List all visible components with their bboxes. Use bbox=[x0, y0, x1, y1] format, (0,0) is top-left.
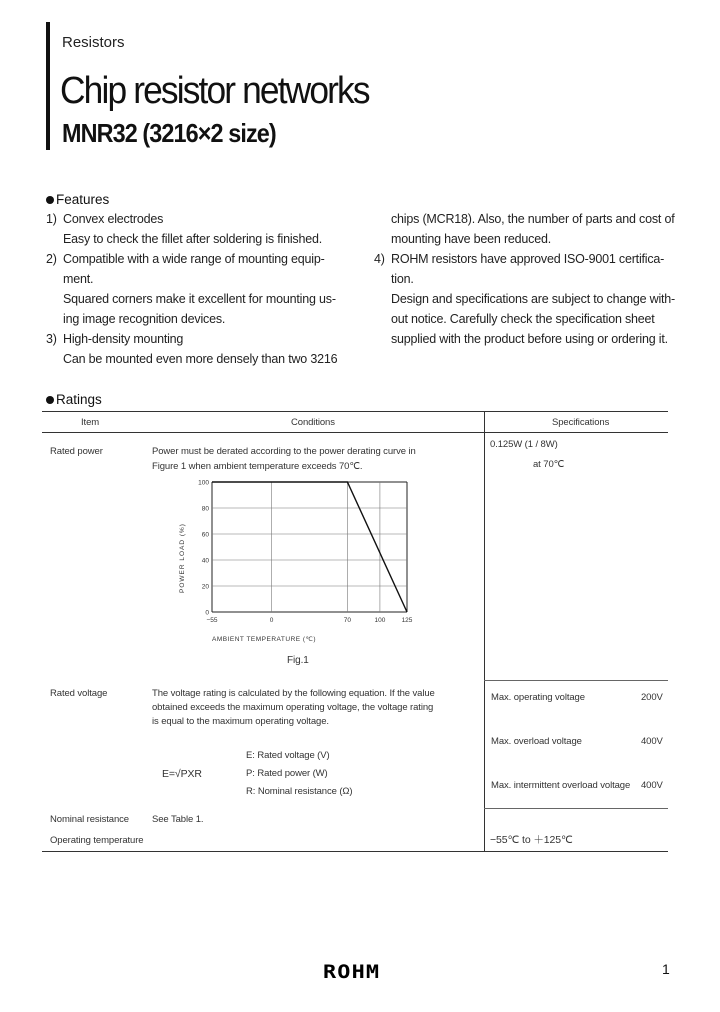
rated-voltage-condition-line: obtained exceeds the maximum operating voltage, the voltage rating bbox=[152, 702, 434, 713]
nominal-resistance-condition: See Table 1. bbox=[152, 814, 204, 825]
max-intermittent-overload-voltage-label: Max. intermittent overload voltage bbox=[491, 780, 631, 791]
chart-y-tick-label: 20 bbox=[201, 583, 209, 591]
feature-line bbox=[46, 209, 356, 229]
column-header-item: Item bbox=[81, 417, 100, 428]
chart-x-tick-label: 125 bbox=[401, 617, 413, 624]
rohm-logo: ROHM bbox=[323, 961, 381, 983]
rated-power-spec: 0.125W (1 / 8W) bbox=[490, 439, 558, 450]
power-derating-chart bbox=[170, 475, 420, 650]
feature-line bbox=[46, 289, 356, 309]
max-overload-voltage-label: Max. overload voltage bbox=[491, 736, 582, 747]
feature-number: 2) bbox=[46, 252, 57, 266]
table-top-rule bbox=[42, 411, 668, 412]
feature-text: Convex electrodes bbox=[63, 212, 164, 226]
chart-y-tick-label: 80 bbox=[201, 505, 209, 513]
features-heading bbox=[46, 192, 109, 207]
ratings-heading bbox=[46, 392, 102, 407]
max-overload-voltage-value: 400V bbox=[641, 736, 663, 747]
chart-tick-labels bbox=[198, 480, 413, 625]
feature-number: 1) bbox=[46, 212, 57, 226]
feature-text: ROHM resistors have approved ISO-9001 certifica- bbox=[391, 252, 665, 266]
feature-text: supplied with the product before using or ordering it. bbox=[391, 332, 668, 346]
header-accent-bar bbox=[46, 22, 50, 150]
feature-line bbox=[374, 249, 684, 269]
table-bottom-rule bbox=[42, 851, 668, 852]
max-operating-voltage-label: Max. operating voltage bbox=[491, 692, 585, 703]
column-header-conditions: Conditions bbox=[291, 417, 335, 428]
feature-line bbox=[46, 309, 356, 329]
feature-line bbox=[374, 209, 684, 229]
features-right-column bbox=[374, 209, 684, 349]
feature-line bbox=[374, 309, 684, 329]
spec-row-rule bbox=[484, 808, 668, 809]
feature-text: Squared corners make it excellent for mounting us- bbox=[63, 292, 336, 306]
feature-line bbox=[46, 329, 356, 349]
max-intermittent-overload-voltage-value: 400V bbox=[641, 780, 663, 791]
chart-x-tick-label: 100 bbox=[374, 617, 386, 624]
chart-y-tick-label: 0 bbox=[205, 609, 209, 617]
features-left-column bbox=[46, 209, 356, 369]
feature-text: High-density mounting bbox=[63, 332, 184, 346]
spec-row-rule bbox=[484, 680, 668, 681]
feature-line bbox=[374, 329, 684, 349]
feature-line bbox=[46, 349, 356, 369]
rated-voltage-condition-line: is equal to the maximum operating voltage. bbox=[152, 716, 329, 727]
feature-text: Can be mounted even more densely than two 3216 bbox=[63, 352, 338, 366]
feature-text: chips (MCR18). Also, the number of parts and cost of bbox=[391, 212, 675, 226]
feature-line bbox=[46, 229, 356, 249]
feature-line bbox=[46, 269, 356, 289]
page-number: 1 bbox=[662, 961, 670, 977]
feature-text: mounting have been reduced. bbox=[391, 232, 551, 246]
feature-number: 3) bbox=[46, 332, 57, 346]
feature-number: 4) bbox=[374, 252, 385, 266]
feature-text: Design and specifications are subject to change with- bbox=[391, 292, 676, 306]
feature-text: Easy to check the fillet after soldering is finished. bbox=[63, 232, 322, 246]
chart-x-axis-label: AMBIENT TEMPERATURE (℃) bbox=[212, 636, 317, 643]
feature-text: tion. bbox=[391, 272, 414, 286]
chart-x-tick-label: 0 bbox=[269, 617, 274, 624]
chart-y-tick-label: 60 bbox=[201, 531, 209, 539]
category-label: Resistors bbox=[62, 34, 125, 51]
feature-line bbox=[46, 249, 356, 269]
chart-x-tick-label: −55 bbox=[206, 617, 218, 624]
page-title: Chip resistor networks bbox=[60, 70, 369, 112]
chart-x-tick-label: 70 bbox=[343, 617, 352, 624]
voltage-equation: E=√PXR bbox=[162, 768, 202, 780]
rated-voltage-condition-line: The voltage rating is calculated by the following equation. If the value bbox=[152, 688, 435, 699]
features-heading-text: Features bbox=[56, 192, 110, 207]
derating-curve bbox=[212, 482, 407, 612]
feature-text: ing image recognition devices. bbox=[63, 312, 226, 326]
bullet-icon bbox=[46, 196, 54, 204]
feature-text: Compatible with a wide range of mounting equip- bbox=[63, 252, 325, 266]
chart-y-tick-label: 40 bbox=[201, 557, 209, 565]
feature-line bbox=[374, 269, 684, 289]
rated-power-label: Rated power bbox=[50, 446, 103, 457]
bullet-icon bbox=[46, 396, 54, 404]
feature-line bbox=[374, 289, 684, 309]
equation-legend-r: R: Nominal resistance (Ω) bbox=[246, 786, 353, 797]
model-title: MNR32 (3216×2 size) bbox=[62, 118, 276, 148]
rated-power-condition-line: Figure 1 when ambient temperature exceeds 70℃. bbox=[152, 461, 363, 472]
rated-power-condition-line: Power must be derated according to the power derating curve in bbox=[152, 446, 416, 457]
feature-text: out notice. Carefully check the specification sheet bbox=[391, 312, 655, 326]
operating-temperature-label: Operating temperature bbox=[50, 835, 144, 846]
table-column-divider bbox=[484, 411, 485, 852]
feature-text: ment. bbox=[63, 272, 94, 286]
column-header-specifications: Specifications bbox=[552, 417, 610, 428]
nominal-resistance-label: Nominal resistance bbox=[50, 814, 129, 825]
figure-caption: Fig.1 bbox=[287, 655, 309, 666]
rated-power-spec-temp: at 70℃ bbox=[533, 459, 565, 470]
rated-voltage-label: Rated voltage bbox=[50, 688, 108, 699]
ratings-heading-text: Ratings bbox=[56, 392, 102, 407]
feature-line bbox=[374, 229, 684, 249]
equation-legend-p: P: Rated power (W) bbox=[246, 768, 328, 779]
equation-legend-e: E: Rated voltage (V) bbox=[246, 750, 330, 761]
chart-y-tick-label: 100 bbox=[198, 479, 209, 487]
chart-y-axis-label: POWER LOAD (%) bbox=[179, 523, 186, 593]
max-operating-voltage-value: 200V bbox=[641, 692, 663, 703]
operating-temperature-spec: −55℃ to ＋125℃ bbox=[490, 834, 573, 846]
table-header-rule bbox=[42, 432, 668, 433]
